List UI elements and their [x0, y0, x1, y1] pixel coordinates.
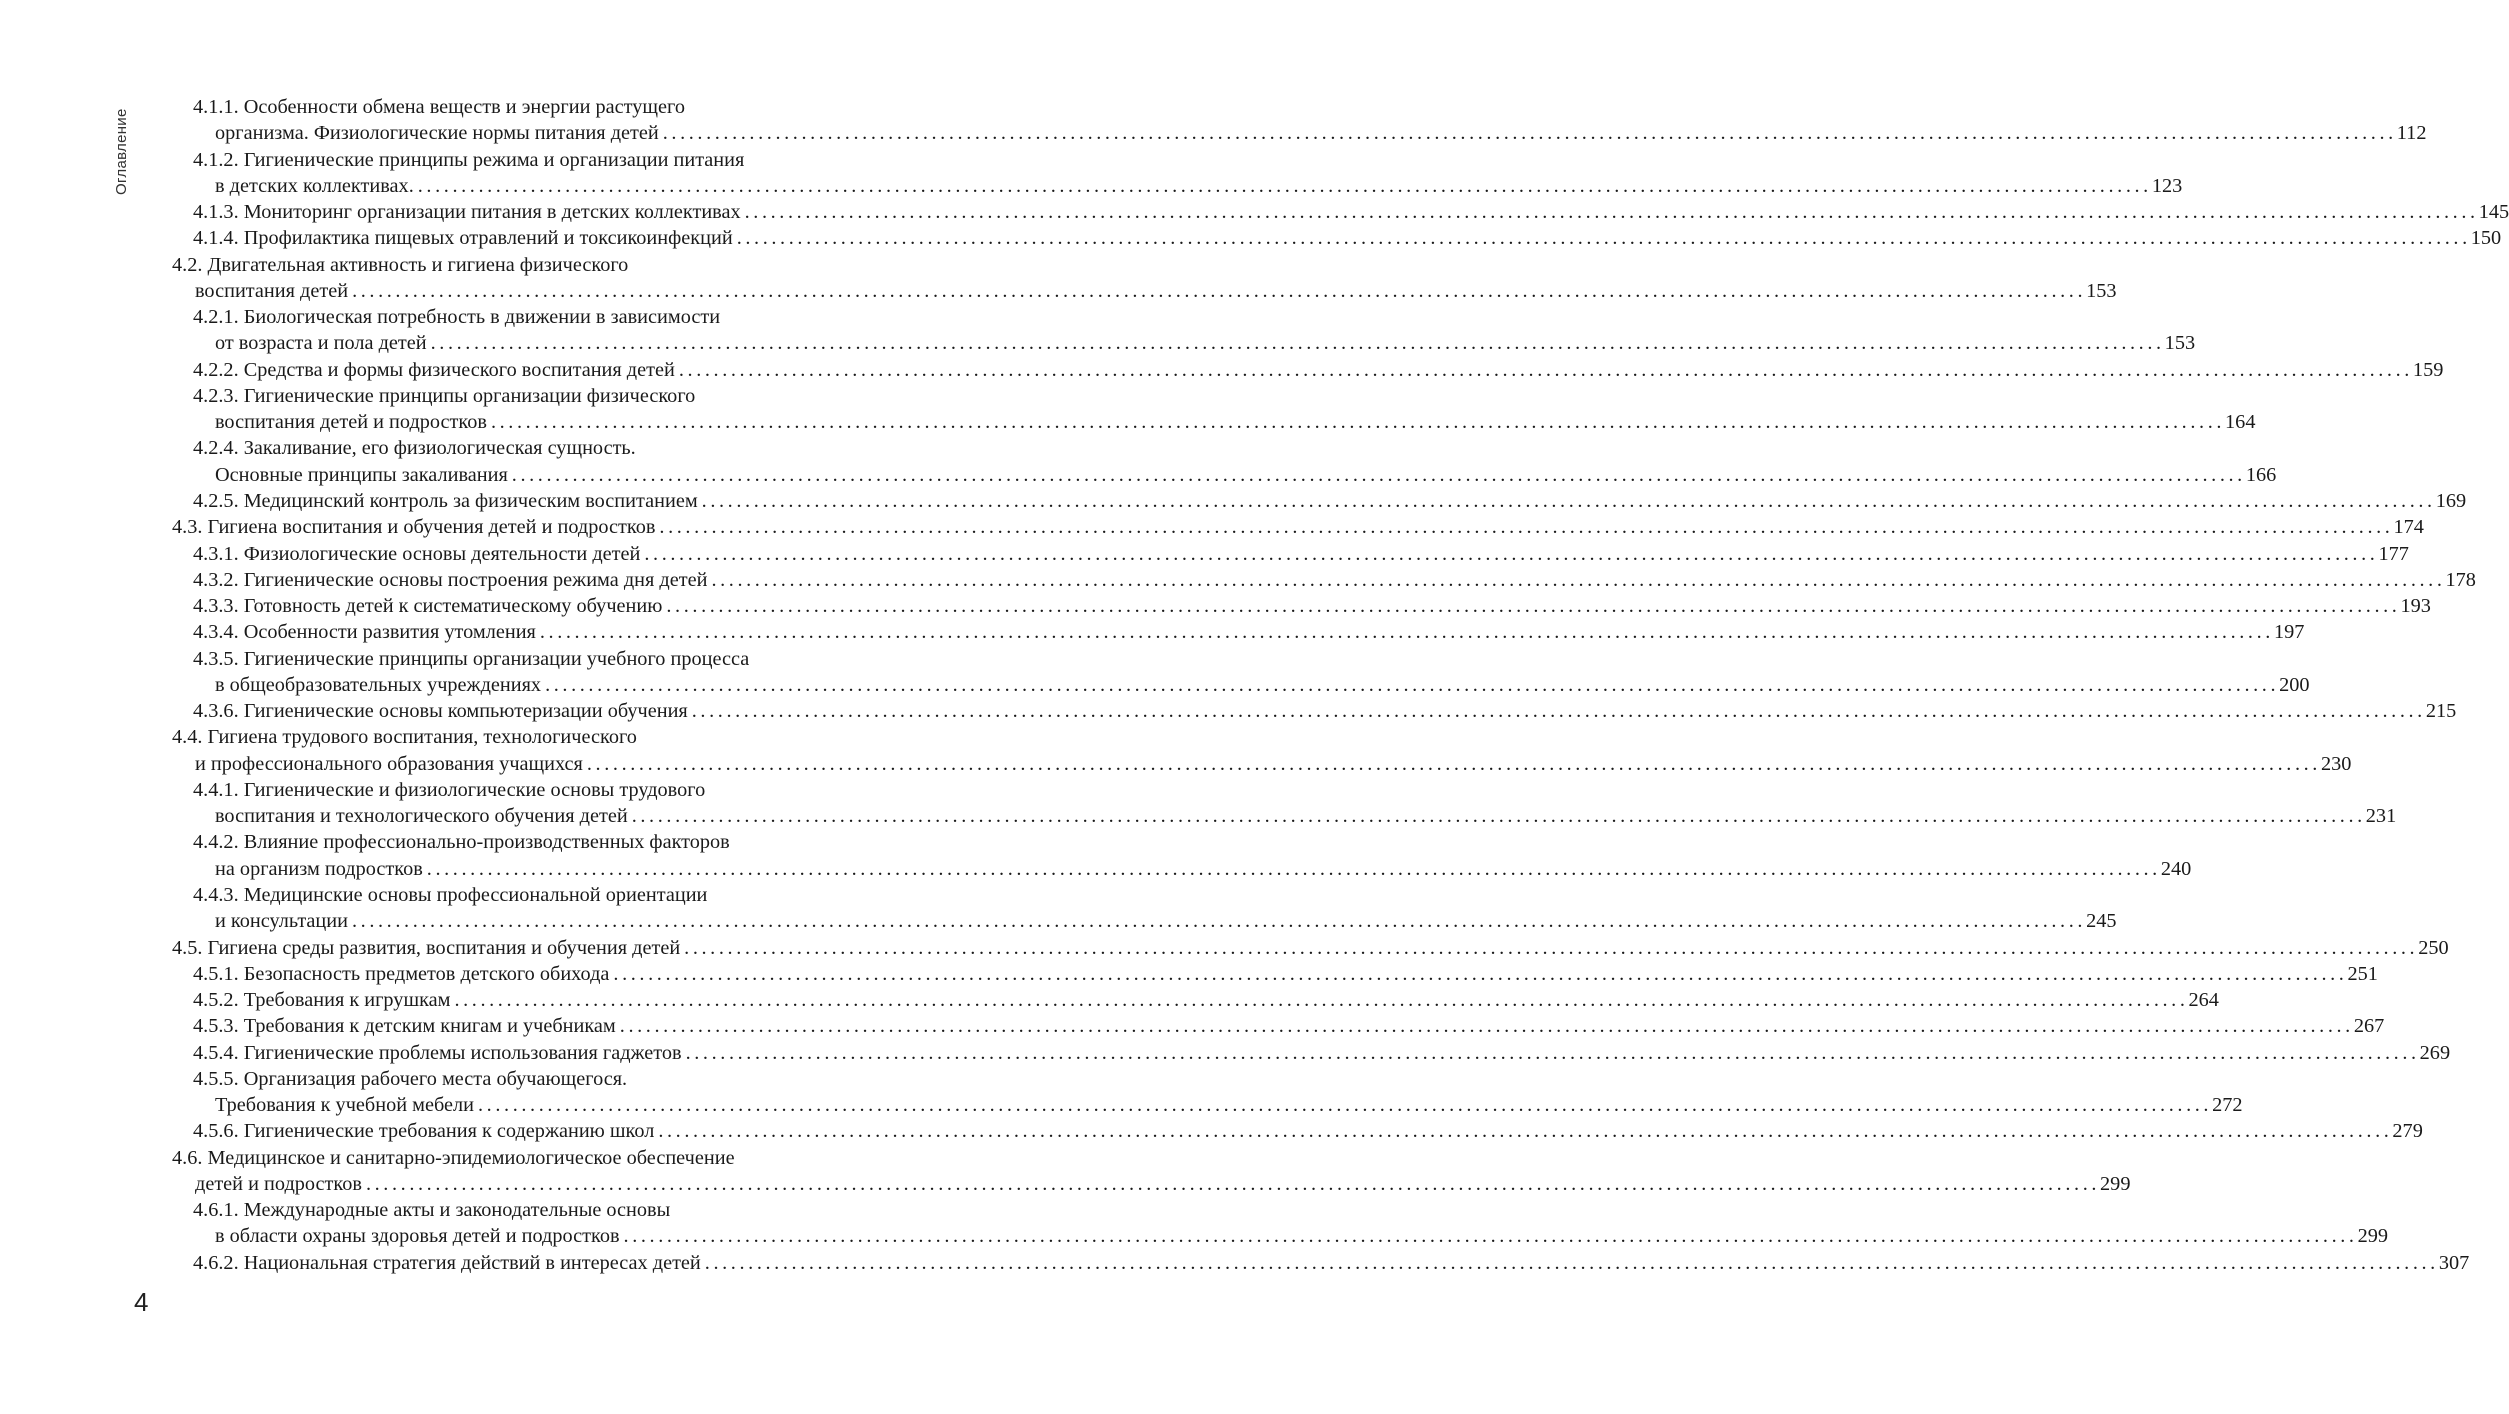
- toc-entry-title: 4.2.1. Биологическая потребность в движении в зависимости: [193, 306, 721, 329]
- toc-page-number: 240: [2160, 857, 2192, 880]
- dot-leader: ........................................................................................................................................................................................................: [426, 857, 2161, 880]
- toc-entry-title: в общеобразовательных учреждениях: [215, 673, 542, 696]
- toc-entry-line: [0, 1013, 2385, 1039]
- toc-entry[interactable]: [0, 1013, 2385, 1039]
- toc-entry[interactable]: [0, 1066, 2243, 1119]
- toc-entry-title: 4.3.2. Гигиенические основы построения режима дня детей: [193, 568, 708, 591]
- toc-page-number: 164: [2225, 411, 2256, 434]
- toc-entry-line: [0, 935, 2449, 961]
- toc-entry-line: [0, 1066, 1000, 1092]
- toc-entry[interactable]: [0, 147, 2183, 200]
- toc-entry[interactable]: [0, 698, 2457, 724]
- dot-leader: ........................................................................................................................................................................................................: [662, 122, 2397, 145]
- toc-entry-line: [0, 462, 2277, 488]
- toc-page-number: 299: [2100, 1172, 2131, 1195]
- toc-entry-title: 4.1.1. Особенности обмена веществ и энергии растущего: [193, 96, 685, 118]
- toc-entry-title: 4.2.5. Медицинский контроль за физическим воспитанием: [193, 489, 698, 512]
- dot-leader: ........................................................................................................................................................................................................: [511, 463, 2246, 486]
- dot-leader: ........................................................................................................................................................................................................: [704, 1251, 2439, 1274]
- toc-entry[interactable]: [0, 777, 2397, 830]
- toc-page-number: 153: [2164, 332, 2196, 355]
- toc-entry-line: [0, 409, 2256, 435]
- toc-page-number: 250: [2418, 936, 2449, 959]
- toc-page-number: 269: [2419, 1041, 2451, 1064]
- toc-entry-title: 4.2.3. Гигиенические принципы организации физического: [193, 384, 696, 407]
- dot-leader: ........................................................................................................................................................................................................: [658, 1120, 2393, 1143]
- toc-entry[interactable]: [0, 987, 2219, 1013]
- toc-entry-line: [0, 619, 2305, 645]
- dot-leader: ........................................................................................................................................................................................................: [454, 989, 2189, 1012]
- toc-entry-line: [0, 829, 1000, 855]
- toc-entry-title: на организм подростков: [215, 857, 423, 880]
- toc-entry[interactable]: [0, 541, 2409, 567]
- toc-page-number: 123: [2151, 174, 2183, 197]
- toc-entry-title: 4.1.4. Профилактика пищевых отравлений и токсикоинфекций: [193, 227, 733, 250]
- toc-entry-line: [0, 541, 2409, 567]
- toc-page-number: 174: [2393, 516, 2424, 539]
- toc-entry[interactable]: [0, 357, 2444, 383]
- toc-entry-title: в детских коллективах.: [215, 174, 414, 197]
- toc-entry-line: [0, 304, 1000, 330]
- toc-entry[interactable]: [0, 935, 2449, 961]
- toc-entry[interactable]: [0, 1145, 2131, 1198]
- toc-entry-title: 4.6.1. Международные акты и законодательные основы: [193, 1199, 671, 1222]
- dot-leader: ........................................................................................................................................................................................................: [365, 1172, 2101, 1195]
- toc-page-number: 150: [2470, 227, 2502, 250]
- toc-entry-line: [0, 435, 1000, 461]
- toc-entry-line: [0, 199, 2509, 225]
- toc-entry-title: 4.3.5. Гигиенические принципы организации учебного процесса: [193, 647, 750, 670]
- dot-leader: ........................................................................................................................................................................................................: [417, 174, 2152, 197]
- toc-entry-title: 4.3.6. Гигиенические основы компьютеризации обучения: [193, 700, 688, 723]
- toc-entry[interactable]: [0, 829, 2192, 882]
- toc-entry-title: 4.3.3. Готовность детей к систематическому обучению: [193, 595, 663, 618]
- toc-entry-line: [0, 1223, 2389, 1249]
- toc-entry-title: 4.5.3. Требования к детским книгам и учебникам: [193, 1015, 616, 1038]
- toc-entry[interactable]: [0, 724, 2352, 777]
- dot-leader: ........................................................................................................................................................................................................: [352, 279, 2087, 302]
- dot-leader: ........................................................................................................................................................................................................: [613, 962, 2348, 985]
- dot-leader: ........................................................................................................................................................................................................: [744, 201, 2479, 224]
- dot-leader: ........................................................................................................................................................................................................: [539, 621, 2274, 644]
- dot-leader: ........................................................................................................................................................................................................: [644, 542, 2379, 565]
- toc-entry-line: [0, 961, 2378, 987]
- toc-entry-line: [0, 1118, 2423, 1144]
- toc-entry-line: [0, 698, 2457, 724]
- toc-entry[interactable]: [0, 1040, 2451, 1066]
- toc-entry-line: [0, 882, 1000, 908]
- toc-entry-title: 4.1.2. Гигиенические принципы режима и организации питания: [193, 148, 745, 171]
- toc-entry-line: [0, 514, 2424, 540]
- toc-page-number: 307: [2438, 1251, 2470, 1274]
- dot-leader: ........................................................................................................................................................................................................: [623, 1225, 2358, 1248]
- toc-entry-line: [0, 488, 2467, 514]
- toc-entry-line: [0, 1171, 2131, 1197]
- toc-entry-line: [0, 777, 1000, 803]
- dot-leader: ........................................................................................................................................................................................................: [586, 752, 2321, 775]
- toc-entry-title: 4.4. Гигиена трудового воспитания, технологического: [172, 726, 637, 749]
- dot-leader: ........................................................................................................................................................................................................: [701, 489, 2436, 512]
- toc-entry-title: 4.2. Двигательная активность и гигиена физического: [172, 253, 629, 276]
- toc-entry[interactable]: [0, 199, 2509, 225]
- toc-page-number: 251: [2347, 962, 2378, 985]
- toc-entry-line: [0, 225, 2502, 251]
- toc-entry-line: [0, 357, 2444, 383]
- dot-leader: ........................................................................................................................................................................................................: [736, 227, 2471, 250]
- toc-entry-title: 4.4.1. Гигиенические и физиологические основы трудового: [193, 778, 706, 801]
- dot-leader: ........................................................................................................................................................................................................: [678, 358, 2413, 381]
- toc-page-number: 193: [2400, 595, 2431, 618]
- toc-entry-line: [0, 567, 2476, 593]
- toc-entry-title: 4.6.2. Национальная стратегия действий в интересах детей: [193, 1251, 701, 1274]
- toc-entry-title: 4.3.4. Особенности развития утомления: [193, 621, 536, 644]
- toc-entry[interactable]: [0, 961, 2378, 987]
- toc-page-number: 197: [2273, 621, 2305, 644]
- dot-leader: ........................................................................................................................................................................................................: [430, 332, 2165, 355]
- toc-entry[interactable]: [0, 593, 2431, 619]
- toc-entry[interactable]: [0, 646, 2310, 699]
- toc-entry-title: воспитания детей и подростков: [215, 411, 487, 434]
- toc-entry-title: 4.4.2. Влияние профессионально-производственных факторов: [193, 831, 730, 854]
- toc-entry[interactable]: [0, 619, 2305, 645]
- toc-entry-title: 4.1.3. Мониторинг организации питания в детских коллективах: [193, 201, 741, 224]
- toc-entry[interactable]: [0, 94, 2427, 147]
- dot-leader: ........................................................................................................................................................................................................: [711, 568, 2446, 591]
- toc-page-number: 145: [2478, 201, 2509, 224]
- toc-page-number: 279: [2392, 1120, 2423, 1143]
- table-of-contents: [0, 94, 2509, 1276]
- toc-entry-title: Основные принципы закаливания: [215, 463, 508, 486]
- toc-entry-title: воспитания и технологического обучения детей: [215, 805, 628, 828]
- dot-leader: ........................................................................................................................................................................................................: [691, 700, 2426, 723]
- toc-entry-title: и профессионального образования учащихся: [195, 752, 583, 775]
- toc-page-number: 200: [2279, 673, 2310, 696]
- toc-entry[interactable]: [0, 882, 2117, 935]
- toc-entry-line: [0, 908, 2117, 934]
- dot-leader: ........................................................................................................................................................................................................: [631, 805, 2366, 828]
- toc-entry-line: [0, 672, 2310, 698]
- toc-entry-line: [0, 593, 2431, 619]
- toc-entry[interactable]: [0, 252, 2117, 305]
- toc-entry-title: 4.5.4. Гигиенические проблемы использования гаджетов: [193, 1041, 682, 1064]
- toc-entry-title: 4.5.6. Гигиенические требования к содержанию школ: [193, 1120, 655, 1143]
- toc-page-number: 159: [2412, 358, 2444, 381]
- toc-page-number: 272: [2212, 1094, 2243, 1117]
- toc-entry-line: [0, 1040, 2451, 1066]
- toc-entry-line: [0, 1145, 1000, 1171]
- toc-entry[interactable]: [0, 225, 2502, 251]
- toc-entry-title: 4.2.2. Средства и формы физического воспитания детей: [193, 358, 675, 381]
- toc-entry[interactable]: [0, 1197, 2389, 1250]
- toc-page-number: 230: [2320, 752, 2352, 775]
- toc-entry-line: [0, 383, 1000, 409]
- toc-entry-line: [0, 120, 2427, 146]
- toc-entry[interactable]: [0, 304, 2196, 357]
- toc-entry-line: [0, 646, 1000, 672]
- page-number: 4: [134, 1287, 149, 1317]
- toc-page-number: 169: [2435, 489, 2467, 512]
- toc-entry-title: и консультации: [215, 910, 348, 933]
- toc-page-number: 112: [2396, 122, 2427, 145]
- toc-entry-line: [0, 278, 2117, 304]
- toc-entry-title: 4.5.2. Требования к игрушкам: [193, 989, 451, 1012]
- toc-entry-line: [0, 1197, 1000, 1223]
- toc-entry-title: 4.5.5. Организация рабочего места обучающегося.: [193, 1067, 628, 1090]
- toc-entry-title: организма. Физиологические нормы питания детей: [215, 122, 659, 145]
- toc-entry[interactable]: [0, 1250, 2470, 1276]
- toc-entry-title: 4.5.1. Безопасность предметов детского обихода: [193, 962, 610, 985]
- dot-leader: ........................................................................................................................................................................................................: [352, 910, 2087, 933]
- toc-entry[interactable]: [0, 435, 2277, 488]
- dot-leader: ........................................................................................................................................................................................................: [545, 673, 2280, 696]
- toc-entry[interactable]: [0, 383, 2256, 436]
- toc-entry-title: 4.6. Медицинское и санитарно-эпидемиологическое обеспечение: [172, 1146, 735, 1169]
- toc-entry-line: [0, 1250, 2470, 1276]
- toc-page-number: 231: [2365, 805, 2397, 828]
- dot-leader: ........................................................................................................................................................................................................: [666, 595, 2401, 618]
- toc-entry-title: 4.2.4. Закаливание, его физиологическая сущность.: [193, 437, 636, 460]
- toc-page-number: 245: [2086, 910, 2117, 933]
- toc-entry[interactable]: [0, 1118, 2423, 1144]
- toc-entry-line: [0, 330, 2196, 356]
- toc-entry-title: 4.3. Гигиена воспитания и обучения детей и подростков: [172, 516, 656, 539]
- toc-page-number: 166: [2245, 463, 2277, 486]
- toc-entry-title: 4.5. Гигиена среды развития, воспитания и обучения детей: [172, 936, 681, 959]
- toc-entry-line: [0, 724, 1000, 750]
- toc-entry-line: [0, 987, 2219, 1013]
- dot-leader: ........................................................................................................................................................................................................: [684, 936, 2419, 959]
- toc-page-number: 215: [2425, 700, 2457, 723]
- toc-entry-line: [0, 1092, 2243, 1118]
- toc-entry-line: [0, 147, 1000, 173]
- toc-entry-line: [0, 94, 1000, 120]
- toc-page-number: 153: [2086, 279, 2117, 302]
- toc-entry-title: 4.4.3. Медицинские основы профессиональной ориентации: [193, 883, 708, 906]
- toc-page-number: 178: [2445, 568, 2476, 591]
- dot-leader: ........................................................................................................................................................................................................: [685, 1041, 2420, 1064]
- toc-page-number: 177: [2378, 542, 2409, 565]
- toc-entry-line: [0, 173, 2183, 199]
- running-header-section-title: Оглавление: [113, 108, 130, 195]
- toc-entry-line: [0, 856, 2192, 882]
- toc-entry-line: [0, 803, 2397, 829]
- toc-entry-line: [0, 252, 1000, 278]
- dot-leader: ........................................................................................................................................................................................................: [659, 516, 2394, 539]
- toc-entry-title: Требования к учебной мебели: [215, 1094, 475, 1117]
- dot-leader: ........................................................................................................................................................................................................: [619, 1015, 2354, 1038]
- toc-page-number: 264: [2188, 989, 2219, 1012]
- toc-page-number: 299: [2357, 1225, 2389, 1248]
- toc-entry[interactable]: [0, 488, 2467, 514]
- dot-leader: ........................................................................................................................................................................................................: [490, 411, 2226, 434]
- toc-entry-line: [0, 751, 2352, 777]
- toc-entry-title: 4.3.1. Физиологические основы деятельности детей: [193, 542, 641, 565]
- toc-entry-title: от возраста и пола детей: [215, 332, 427, 355]
- toc-entry-title: воспитания детей: [195, 279, 349, 302]
- toc-entry[interactable]: [0, 514, 2424, 540]
- toc-entry-title: в области охраны здоровья детей и подростков: [215, 1225, 620, 1248]
- dot-leader: ........................................................................................................................................................................................................: [478, 1094, 2213, 1117]
- toc-entry-title: детей и подростков: [195, 1172, 362, 1195]
- toc-entry[interactable]: [0, 567, 2476, 593]
- toc-page-number: 267: [2353, 1015, 2385, 1038]
